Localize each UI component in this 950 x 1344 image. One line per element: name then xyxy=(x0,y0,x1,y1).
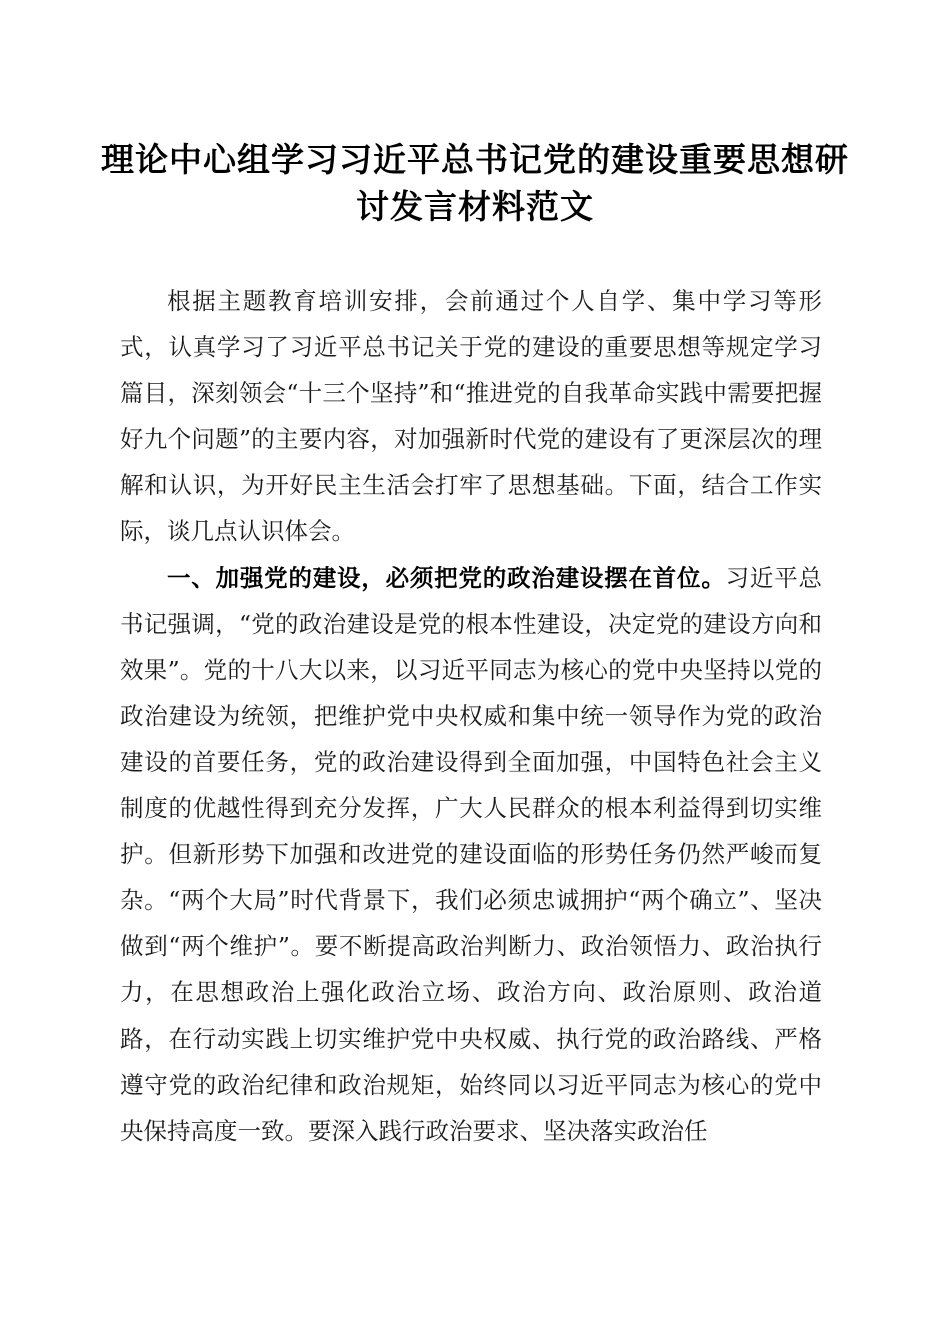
document-body xyxy=(120,278,822,1154)
intro-paragraph-text: 根据主题教育培训安排，会前通过个人自学、集中学习等形式，认真学习了习近平总书记关于党的建设的重要思想等规定学习篇目，深刻领会“十三个坚持”和“推进党的自我革命实践中需要把握好九个问题”的主要内容，对加强新时代党的建设有了更深层次的理解和认识，为开好民主生活会打牢了思想基础。下面，结合工作实际，谈几点认识体会。 xyxy=(120,287,822,546)
document-title: 理论中心组学习习近平总书记党的建设重要思想研讨发言材料范文 xyxy=(101,140,849,226)
section-one-heading: 一、加强党的建设，必须把党的政治建设摆在首位。 xyxy=(167,563,726,592)
section-one-paragraph xyxy=(120,555,822,1154)
intro-paragraph xyxy=(120,278,822,555)
section-one-text: 习近平总书记强调，“党的政治建设是党的根本性建设，决定党的建设方向和效果”。党的十八大以来，以习近平同志为核心的党中央坚持以党的政治建设为统领，把维护党中央权威和集中统一领导作为党的政治建设的首要任务，党的政治建设得到全面加强，中国特色社会主义制度的优越性得到充分发挥，广大人民群众的根本利益得到切实维护。但新形势下加强和改进党的建设面临的形势任务仍然严峻而复杂。“两个大局”时代背景下，我们必须忠诚拥护“两个确立”、坚决做到“两个维护”。要不断提高政治判断力、政治领悟力、政治执行力，在思想政治上强化政治立场、政治方向、政治原则、政治道路，在行动实践上切实维护党中央权威、执行党的政治路线、严格遵守党的政治纪律和政治规矩，始终同以习近平同志为核心的党中央保持高度一致。要深入践行政治要求、坚决落实政治任 xyxy=(120,563,823,1145)
